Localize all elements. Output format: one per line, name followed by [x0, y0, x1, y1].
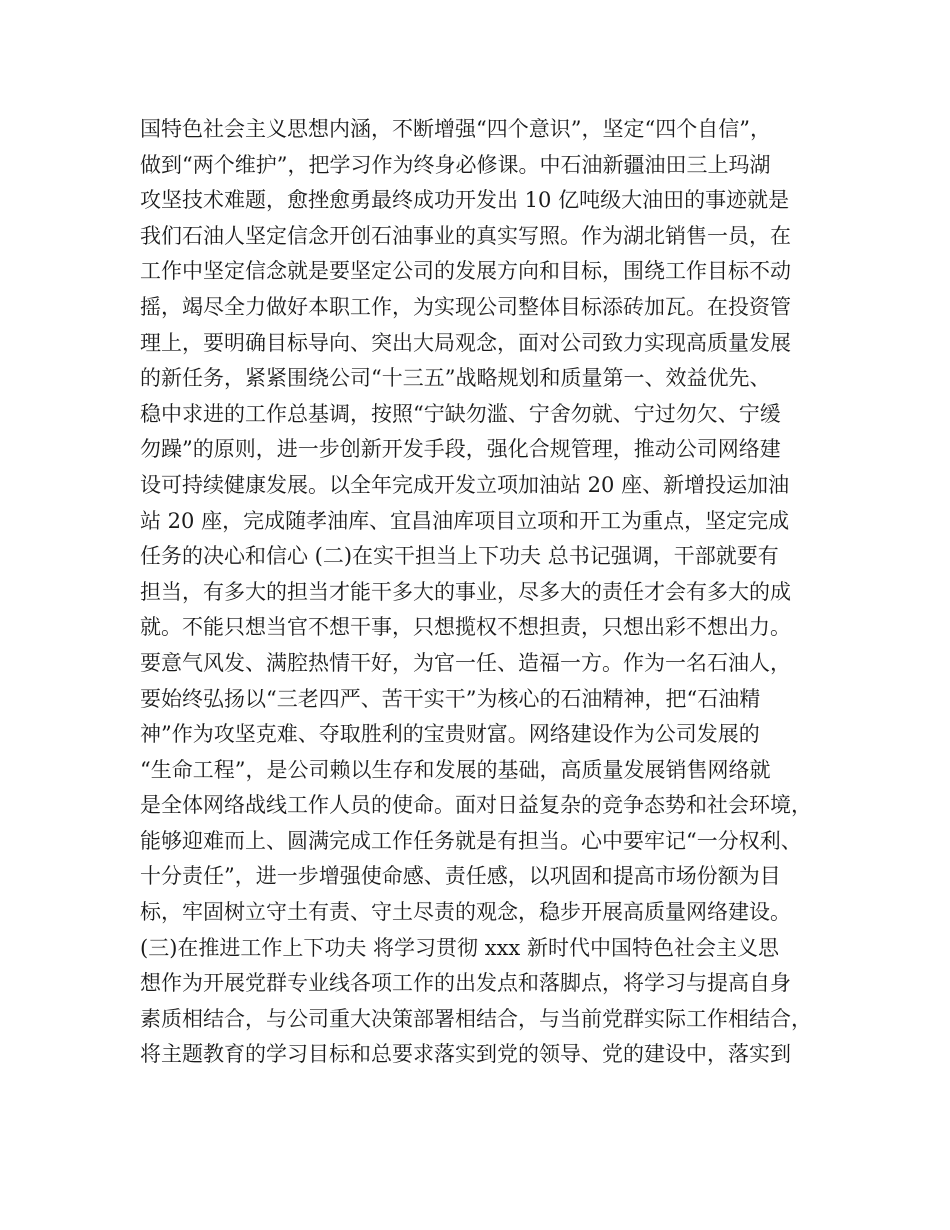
- text-line: 攻坚技术难题，愈挫愈勇最终成功开发出 10 亿吨级大油田的事迹就是: [140, 188, 790, 213]
- text-line: 能够迎难而上、圆满完成工作任务就是有担当。心中要牢记“一分权利、: [140, 828, 802, 853]
- text-line: “生命工程”，是公司赖以生存和发展的基础，高质量发展销售网络就: [140, 757, 771, 782]
- text-line: 是全体网络战线工作人员的使命。面对日益复杂的竞争态势和社会环境，: [140, 793, 812, 818]
- text-line: 做到“两个维护”，把学习作为终身必修课。中石油新疆油田三上玛湖: [140, 152, 771, 177]
- text-line: 要始终弘扬以“三老四严、苦干实干”为核心的石油精神，把“石油精: [140, 686, 761, 711]
- text-line: 将主题教育的学习目标和总要求落实到党的领导、党的建设中，落实到: [140, 1042, 791, 1067]
- text-line: 的新任务，紧紧围绕公司“十三五”战略规划和质量第一、效益优先、: [140, 366, 771, 391]
- text-line: 设可持续健康发展。以全年完成开发立项加油站 20 座、新增投运加油: [140, 472, 790, 497]
- text-line: 国特色社会主义思想内涵，不断增强“四个意识”，坚定“四个自信”，: [140, 117, 771, 141]
- text-line: 站 20 座，完成随孝油库、宜昌油库项目立项和开工为重点，坚定完成: [140, 508, 790, 533]
- text-line: 我们石油人坚定信念开创石油事业的真实写照。作为湖北销售一员，在: [140, 223, 791, 248]
- text-line: 理上，要明确目标导向、突出大局观念，面对公司致力实现高质量发展: [140, 330, 791, 355]
- text-line: 想作为开展党群专业线各项工作的出发点和落脚点，将学习与提高自身: [140, 971, 791, 996]
- text-line: 担当，有多大的担当才能干多大的事业，尽多大的责任才会有多大的成: [140, 579, 791, 604]
- text-line: 神”作为攻坚克难、夺取胜利的宝贵财富。网络建设作为公司发展的: [140, 722, 760, 747]
- text-line: 十分责任”，进一步增强使命感、责任感，以巩固和提高市场份额为目: [140, 864, 781, 889]
- text-line: 摇，竭尽全力做好本职工作，为实现公司整体目标添砖加瓦。在投资管: [140, 294, 791, 319]
- body-text: [140, 112, 840, 1073]
- text-line: 任务的决心和信心 (二)在实干担当上下功夫 总书记强调，干部就要有: [140, 544, 779, 569]
- text-line: 勿躁”的原则，进一步创新开发手段，强化合规管理，推动公司网络建: [140, 437, 781, 462]
- text-line: 素质相结合，与公司重大决策部署相结合，与当前党群实际工作相结合，: [140, 1006, 812, 1031]
- text-line: 就。不能只想当官不想干事，只想揽权不想担责，只想出彩不想出力。: [140, 615, 791, 640]
- text-line: 工作中坚定信念就是要坚定公司的发展方向和目标，围绕工作目标不动: [140, 259, 791, 284]
- text-line: 要意气风发、满腔热情干好，为官一任、造福一方。作为一名石油人，: [140, 650, 791, 675]
- text-line: (三)在推进工作上下功夫 将学习贯彻 xxx 新时代中国特色社会主义思: [140, 935, 779, 960]
- text-line: 稳中求进的工作总基调，按照“宁缺勿滥、宁舍勿就、宁过勿欠、宁缓: [140, 401, 781, 426]
- text-line: 标，牢固树立守土有责、守土尽责的观念，稳步开展高质量网络建设。: [140, 900, 791, 925]
